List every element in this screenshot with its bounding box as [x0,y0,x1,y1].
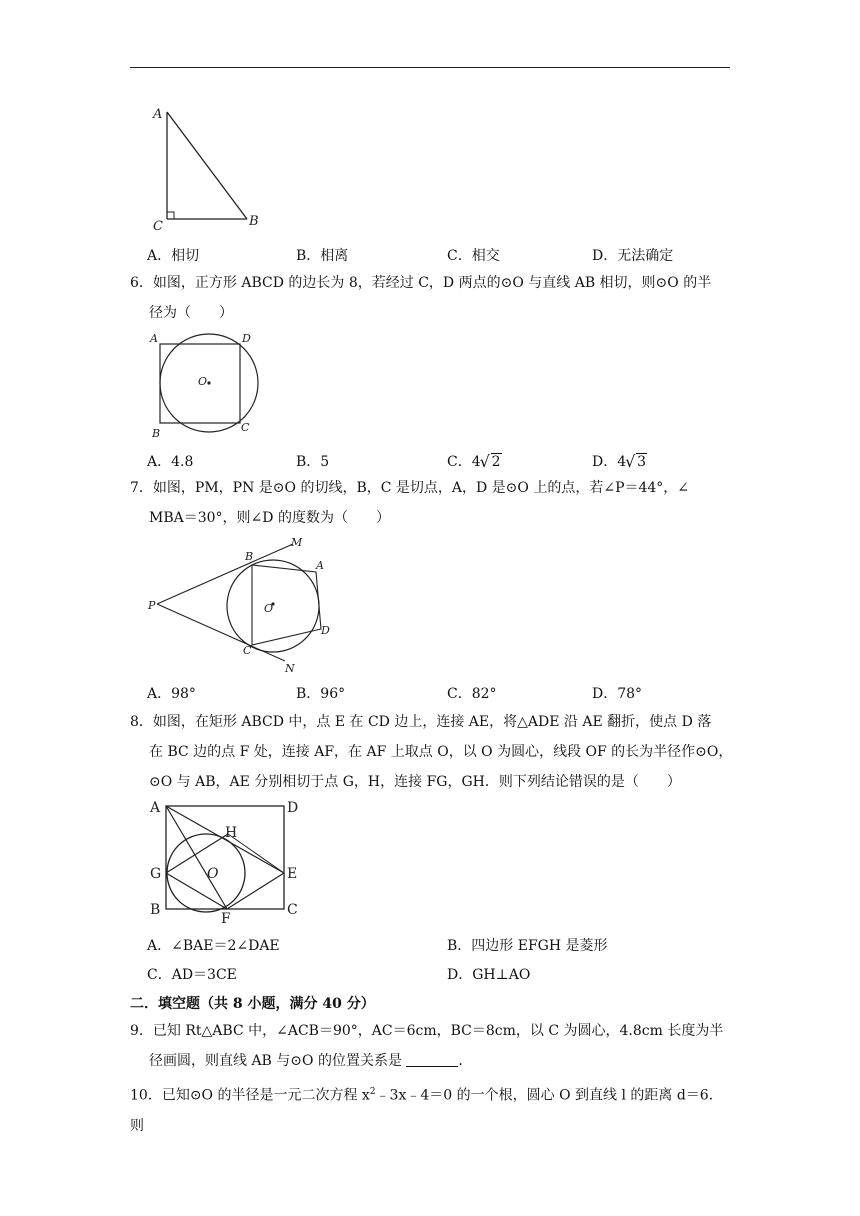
section-title: 二．填空题（共 8 小题，满分 40 分） [130,996,375,1012]
q10-line1-a: 10．已知⊙O 的半径是一元二次方程 x [130,1087,370,1104]
q8-line3: ⊙O 与 AB，AE 分别相切于点 G，H，连接 FG，GH．则下列结论错误的是（ ） [149,774,681,790]
q7-line2: MBA＝30°，则∠D 的度数为（ ） [149,510,390,526]
q7-label-p: P [148,599,156,612]
q8-option-a: A．∠BAE＝2∠DAE [147,938,280,954]
q8-stem [130,707,734,797]
q6-option-c-radicand: 2 [491,454,501,470]
q10-line1 [130,1077,734,1141]
q8-figure [148,796,308,926]
q8-label-o: O [207,866,219,882]
q6-label-b: B [152,427,161,440]
q10-exponent: 2 [369,1087,376,1097]
q10-stem [130,1077,734,1141]
q9-line2-end: ． [458,1053,473,1069]
q8-label-h: H [225,825,238,841]
q6-option-d-prefix: D．4 [592,454,627,470]
sqrt-icon [481,454,502,470]
q6-label-c: C [241,421,250,434]
q6-label-d: D [242,332,251,345]
q6-option-d-radicand: 3 [637,454,647,470]
q8-label-c: C [287,902,298,918]
q6-option-c-prefix: C．4 [447,454,481,470]
q6-label-o: O [198,375,208,388]
answer-blank [406,1052,458,1067]
q10-line1-b: ﹣3x﹣4＝0 的一个根，圆心 O 到直线 l 的距离 d＝6．则 [130,1087,723,1134]
q7-label-n: N [285,662,295,675]
q9-line2-text: 径画圆，则直线 AB 与⊙O 的位置关系是 [149,1053,402,1069]
q7-stem [130,473,734,533]
q5-label-b: B [249,214,259,229]
q9-stem [130,1016,734,1076]
q6-stem [130,268,734,328]
q8-option-d: D．GH⊥AO [447,967,531,983]
q6-options [147,451,747,471]
q5-label-a: A [153,107,163,122]
q7-option-c: C．82° [447,686,497,702]
q6-option-d [592,451,647,471]
q6-line1: 6．如图，正方形 ABCD 的边长为 8，若经过 C，D 两点的⊙O 与直线 AB 相切，则⊙O 的半 [130,275,712,291]
q8-label-g: G [150,866,162,882]
q7-label-b: B [245,550,254,563]
q6-option-c [447,451,502,471]
q7-label-m: M [291,536,303,549]
q7-label-o: O [264,602,274,615]
q7-option-a: A．98° [147,686,196,702]
q7-options [147,683,747,703]
q7-label-a: A [316,559,324,572]
q8-label-d: D [287,800,299,816]
q5-figure [150,104,270,234]
q8-option-c: C．AD＝3CE [147,967,237,983]
q8-line1: 8．如图，在矩形 ABCD 中，点 E 在 CD 边上，连接 AE，将△ADE 沿 AE 翻折，使点 D 落 [130,714,712,730]
sqrt-icon [626,454,647,470]
q9-line2 [130,1046,734,1076]
q7-figure [145,536,345,676]
q8-label-b: B [150,902,161,918]
q6-figure [148,330,268,442]
q5-option-a: A．相切 [147,248,200,264]
q5-option-b: B．相离 [296,248,349,264]
q7-label-d: D [321,624,330,637]
q9-line1: 9．已知 Rt△ABC 中，∠ACB＝90°，AC＝6cm，BC＝8cm，以 C 为圆心，4.8cm 长度为半 [130,1023,724,1039]
q6-label-a: A [150,332,158,345]
q6-option-a: A．4.8 [147,454,194,470]
q7-option-d: D．78° [592,686,643,702]
q5-label-c: C [153,219,163,234]
header-rule [130,67,730,68]
q6-line2: 径为（ ） [149,305,233,321]
q7-option-b: B．96° [296,686,346,702]
q7-line1: 7．如图，PM，PN 是⊙O 的切线，B，C 是切点，A，D 是⊙O 上的点，若∠P＝44°，∠ [130,480,690,496]
q5-option-d: D．无法确定 [592,248,674,264]
q8-label-f: F [221,911,231,927]
q8-option-b: B．四边形 EFGH 是菱形 [447,938,608,954]
q6-option-b: B．5 [296,454,330,470]
q5-option-c: C．相交 [447,248,500,264]
q8-label-a: A [150,800,161,816]
q8-line2: 在 BC 边的点 F 处，连接 AF，在 AF 上取点 O，以 O 为圆心，线段 OF 的长为半径作⊙O， [149,744,733,760]
q7-label-c: C [243,644,252,657]
q5-options [147,245,747,265]
q8-label-e: E [287,866,298,882]
